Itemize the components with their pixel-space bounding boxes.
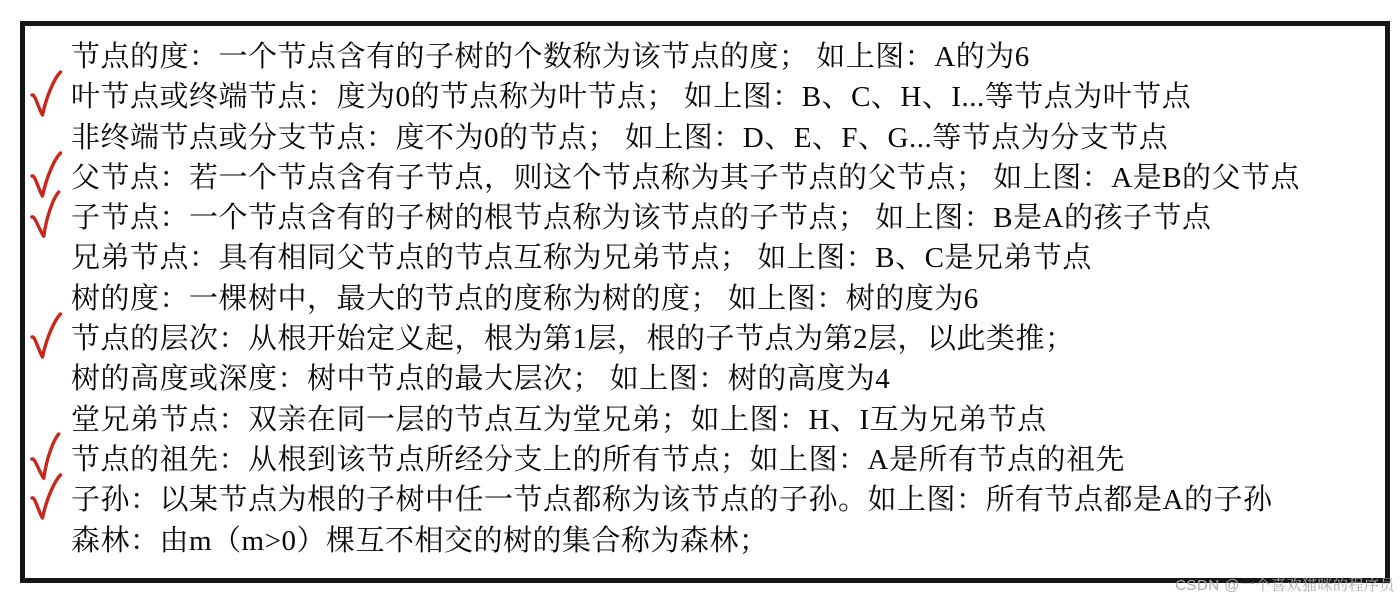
definition-text: 节点的度：一个节点含有的子树的个数称为该节点的度； 如上图：A的为6 — [71, 41, 1030, 73]
definition-line — [25, 238, 1385, 278]
definition-text: 非终端节点或分支节点：度不为0的节点； 如上图：D、E、F、G...等节点为分支节点 — [71, 121, 1169, 154]
definition-line — [25, 198, 1385, 238]
definition-list — [25, 37, 1385, 561]
definition-line — [25, 118, 1385, 158]
definition-text: 叶节点或终端节点：度为0的节点称为叶节点； 如上图：B、C、H、I...等节点为叶节点 — [71, 81, 1192, 114]
definition-text: 子节点：一个节点含有的子树的根节点称为该节点的子节点； 如上图：B是A的孩子节点 — [71, 202, 1212, 235]
red-checkmark-icon — [28, 70, 64, 124]
definition-text: 父节点：若一个节点含有子节点，则这个节点称为其子节点的父节点； 如上图：A是B的父节点 — [71, 161, 1301, 194]
red-checkmark-icon — [28, 312, 64, 366]
definition-line — [25, 400, 1385, 440]
definition-text: 树的度：一棵树中，最大的节点的度称为树的度； 如上图：树的度为6 — [71, 282, 979, 315]
definition-line — [25, 440, 1385, 480]
definition-text: 子孙：以某节点为根的子树中任一节点都称为该节点的子孙。如上图：所有节点都是A的子孙 — [71, 484, 1273, 517]
definition-text: 兄弟节点：具有相同父节点的节点互称为兄弟节点； 如上图：B、C是兄弟节点 — [71, 242, 1092, 275]
definition-line — [25, 359, 1385, 399]
definition-line — [25, 158, 1385, 198]
definition-text: 节点的祖先：从根到该节点所经分支上的所有节点；如上图：A是所有节点的祖先 — [71, 443, 1125, 476]
definition-line — [25, 279, 1385, 319]
definition-line — [25, 480, 1385, 520]
definition-text: 树的高度或深度：树中节点的最大层次； 如上图：树的高度为4 — [71, 363, 891, 396]
definition-text: 堂兄弟节点：双亲在同一层的节点互为堂兄弟；如上图：H、I互为兄弟节点 — [71, 403, 1047, 436]
definition-line — [25, 319, 1385, 359]
red-checkmark-icon — [28, 151, 64, 205]
document-frame — [20, 21, 1390, 583]
definition-line — [25, 37, 1385, 77]
csdn-watermark: CSDN @一个喜欢猫咪的程序员 — [1175, 577, 1395, 594]
red-checkmark-icon — [28, 473, 64, 527]
definition-line — [25, 521, 1385, 561]
definition-line — [25, 77, 1385, 117]
definition-text: 节点的层次：从根开始定义起，根为第1层，根的子节点为第2层，以此类推； — [71, 323, 1075, 356]
definition-text: 森林：由m（m>0）棵互不相交的树的集合称为森林； — [71, 524, 769, 557]
